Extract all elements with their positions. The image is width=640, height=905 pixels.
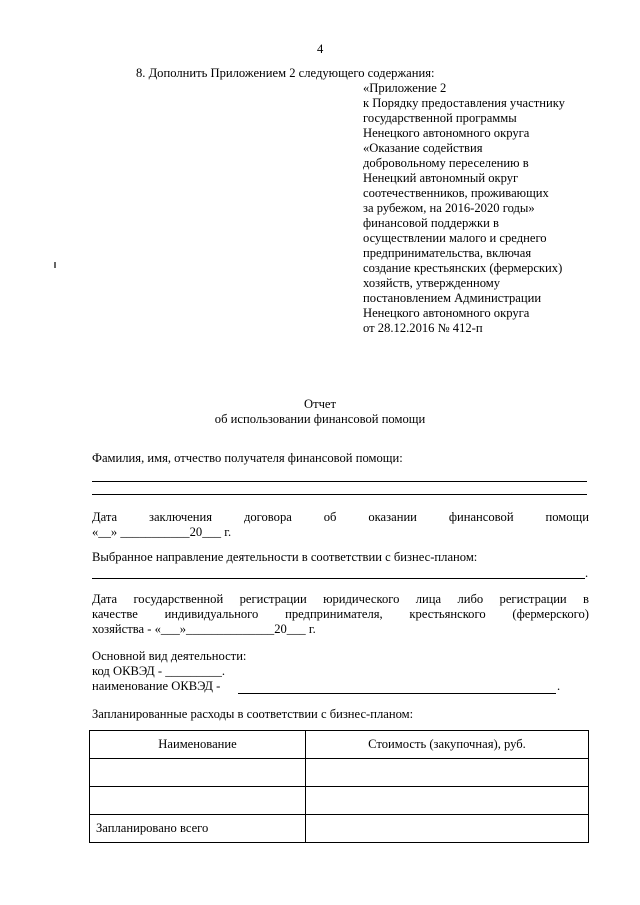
okved-name-label: наименование ОКВЭД - xyxy=(92,679,221,693)
scan-mark xyxy=(54,262,56,268)
word: об xyxy=(323,510,337,524)
table-cell[interactable] xyxy=(306,759,589,787)
word: финансовой xyxy=(448,510,514,524)
appendix-header-line: от 28.12.2016 № 412-п xyxy=(363,321,483,335)
table-cell[interactable] xyxy=(90,787,306,815)
word: Дата xyxy=(92,592,118,606)
appendix-header-line: предпринимательства, включая xyxy=(363,246,532,260)
word: регистрации xyxy=(239,592,307,606)
appendix-header-line: Ненецкого автономного округа xyxy=(363,126,530,140)
appendix-header-line: Ненецкий автономный округ xyxy=(363,171,519,185)
total-label-cell: Запланировано всего xyxy=(90,815,306,843)
contract-date-line xyxy=(92,510,589,525)
table-cell[interactable] xyxy=(306,815,589,843)
word: либо xyxy=(457,592,484,606)
page-number: 4 xyxy=(317,42,324,56)
word: лица xyxy=(415,592,442,606)
item-8-text: 8. Дополнить Приложением 2 следующего содержания: xyxy=(136,66,435,80)
word: в xyxy=(583,592,589,606)
table-cell[interactable] xyxy=(306,787,589,815)
appendix-header-line: постановлением Администрации xyxy=(363,291,542,305)
fio-line-1[interactable] xyxy=(92,481,587,482)
registration-line-2 xyxy=(92,607,589,622)
appendix-header-line: хозяйств, утвержденному xyxy=(363,276,501,290)
appendix-header xyxy=(363,81,565,336)
table-row xyxy=(90,759,589,787)
appendix-header-line: соотечественников, проживающих xyxy=(363,186,549,200)
appendix-header-line: добровольному переселению в xyxy=(363,156,529,170)
table-cell[interactable] xyxy=(90,759,306,787)
planned-expenses-label: Запланированные расходы в соответствии с бизнес-планом: xyxy=(92,707,414,721)
main-activity-label: Основной вид деятельности: xyxy=(92,649,247,663)
word: индивидуального xyxy=(164,607,259,621)
column-header: Стоимость (закупочная), руб. xyxy=(306,731,589,759)
report-title: Отчет xyxy=(303,397,337,411)
okved-name-line[interactable] xyxy=(238,693,556,694)
table-row-total xyxy=(90,815,589,843)
word: договора xyxy=(243,510,292,524)
appendix-header-line: государственной программы xyxy=(363,111,517,125)
report-subtitle: об использовании финансовой помощи xyxy=(214,412,426,426)
okved-code-field[interactable]: код ОКВЭД - _________. xyxy=(92,664,226,678)
direction-line[interactable] xyxy=(92,578,585,579)
fio-line-2[interactable] xyxy=(92,494,587,495)
appendix-header-line: «Оказание содействия xyxy=(363,141,483,155)
word: юридического xyxy=(323,592,400,606)
word: Дата xyxy=(92,510,118,524)
okved-name-end: . xyxy=(557,679,561,693)
table-row xyxy=(90,787,589,815)
word: крестьянского xyxy=(409,607,486,621)
word: государственной xyxy=(133,592,224,606)
direction-label: Выбранное направление деятельности в соответствии с бизнес-планом: xyxy=(92,550,478,564)
word: качестве xyxy=(92,607,138,621)
appendix-header-line: осуществлении малого и среднего xyxy=(363,231,547,245)
word: регистрации xyxy=(499,592,567,606)
expenses-table xyxy=(89,730,589,843)
contract-date-field[interactable]: «__» ___________20___ г. xyxy=(92,525,232,539)
registration-line-1 xyxy=(92,592,589,607)
registration-date-field[interactable]: хозяйства - «___»______________20___ г. xyxy=(92,622,316,636)
appendix-header-line: финансовой поддержки в xyxy=(363,216,499,230)
column-header: Наименование xyxy=(90,731,306,759)
word: предпринимателя, xyxy=(285,607,383,621)
word: оказании xyxy=(368,510,417,524)
word: заключения xyxy=(148,510,213,524)
table-header-row xyxy=(90,731,589,759)
appendix-header-line: Ненецкого автономного округа xyxy=(363,306,530,320)
appendix-header-line: создание крестьянских (фермерских) xyxy=(363,261,563,275)
direction-end: . xyxy=(585,566,589,580)
appendix-header-line: «Приложение 2 xyxy=(363,81,447,95)
word: (фермерского) xyxy=(512,607,589,621)
appendix-header-line: к Порядку предоставления участнику xyxy=(363,96,565,110)
appendix-header-line: за рубежом, на 2016-2020 годы» xyxy=(363,201,535,215)
word: помощи xyxy=(545,510,589,524)
fio-label: Фамилия, имя, отчество получателя финансовой помощи: xyxy=(92,451,403,465)
